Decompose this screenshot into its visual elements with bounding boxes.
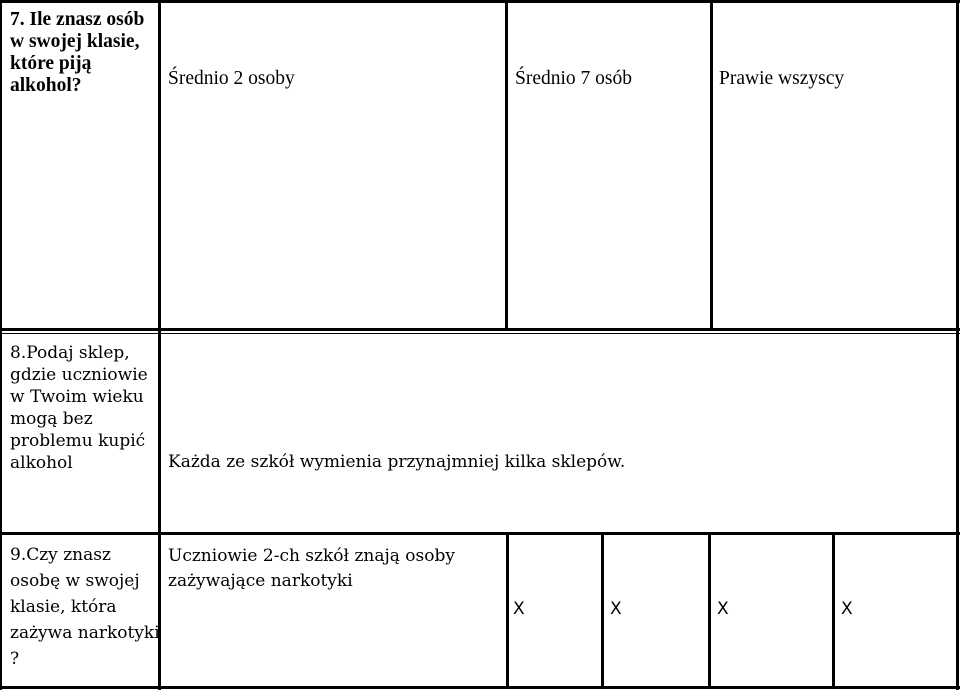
row7-divider-1	[505, 3, 508, 329]
answer-9: Uczniowie 2-ch szkół znają osoby zażywające narkotyki	[168, 546, 455, 591]
mark-1: X	[513, 599, 525, 619]
row9-divider-4	[832, 534, 835, 687]
question-8: 8.Podaj sklep, gdzie uczniowie w Twoim wieku mogą bez problemu kupić alkohol	[10, 343, 148, 473]
question-9: 9.Czy znasz osobę w swojej klasie, która zażywa narkotyki ?	[10, 545, 160, 669]
table-border-top	[0, 0, 960, 3]
table-border-right	[956, 0, 959, 690]
mark-2: X	[610, 599, 622, 619]
table-border-left	[0, 0, 2, 690]
answer-8: Każda ze szkół wymienia przynajmniej kilka sklepów.	[168, 452, 626, 472]
row9-divider-2	[601, 534, 604, 687]
answer-7-option-1: Średnio 2 osoby	[168, 68, 295, 89]
row-separator-7-8	[0, 328, 960, 331]
answer-7-option-3: Prawie wszyscy	[719, 68, 845, 89]
row7-divider-2	[710, 3, 713, 329]
mark-4: X	[841, 599, 853, 619]
row-separator-8-9	[0, 532, 960, 535]
question-7: 7. Ile znasz osób w swojej klasie, które piją alkohol?	[10, 9, 145, 96]
table-border-bottom	[0, 686, 960, 689]
row-separator-7-8-inner	[0, 333, 960, 334]
row9-divider-3	[708, 534, 711, 687]
row9-divider-1	[506, 534, 509, 687]
answer-7-option-2: Średnio 7 osób	[515, 68, 632, 89]
mark-3: X	[717, 599, 729, 619]
